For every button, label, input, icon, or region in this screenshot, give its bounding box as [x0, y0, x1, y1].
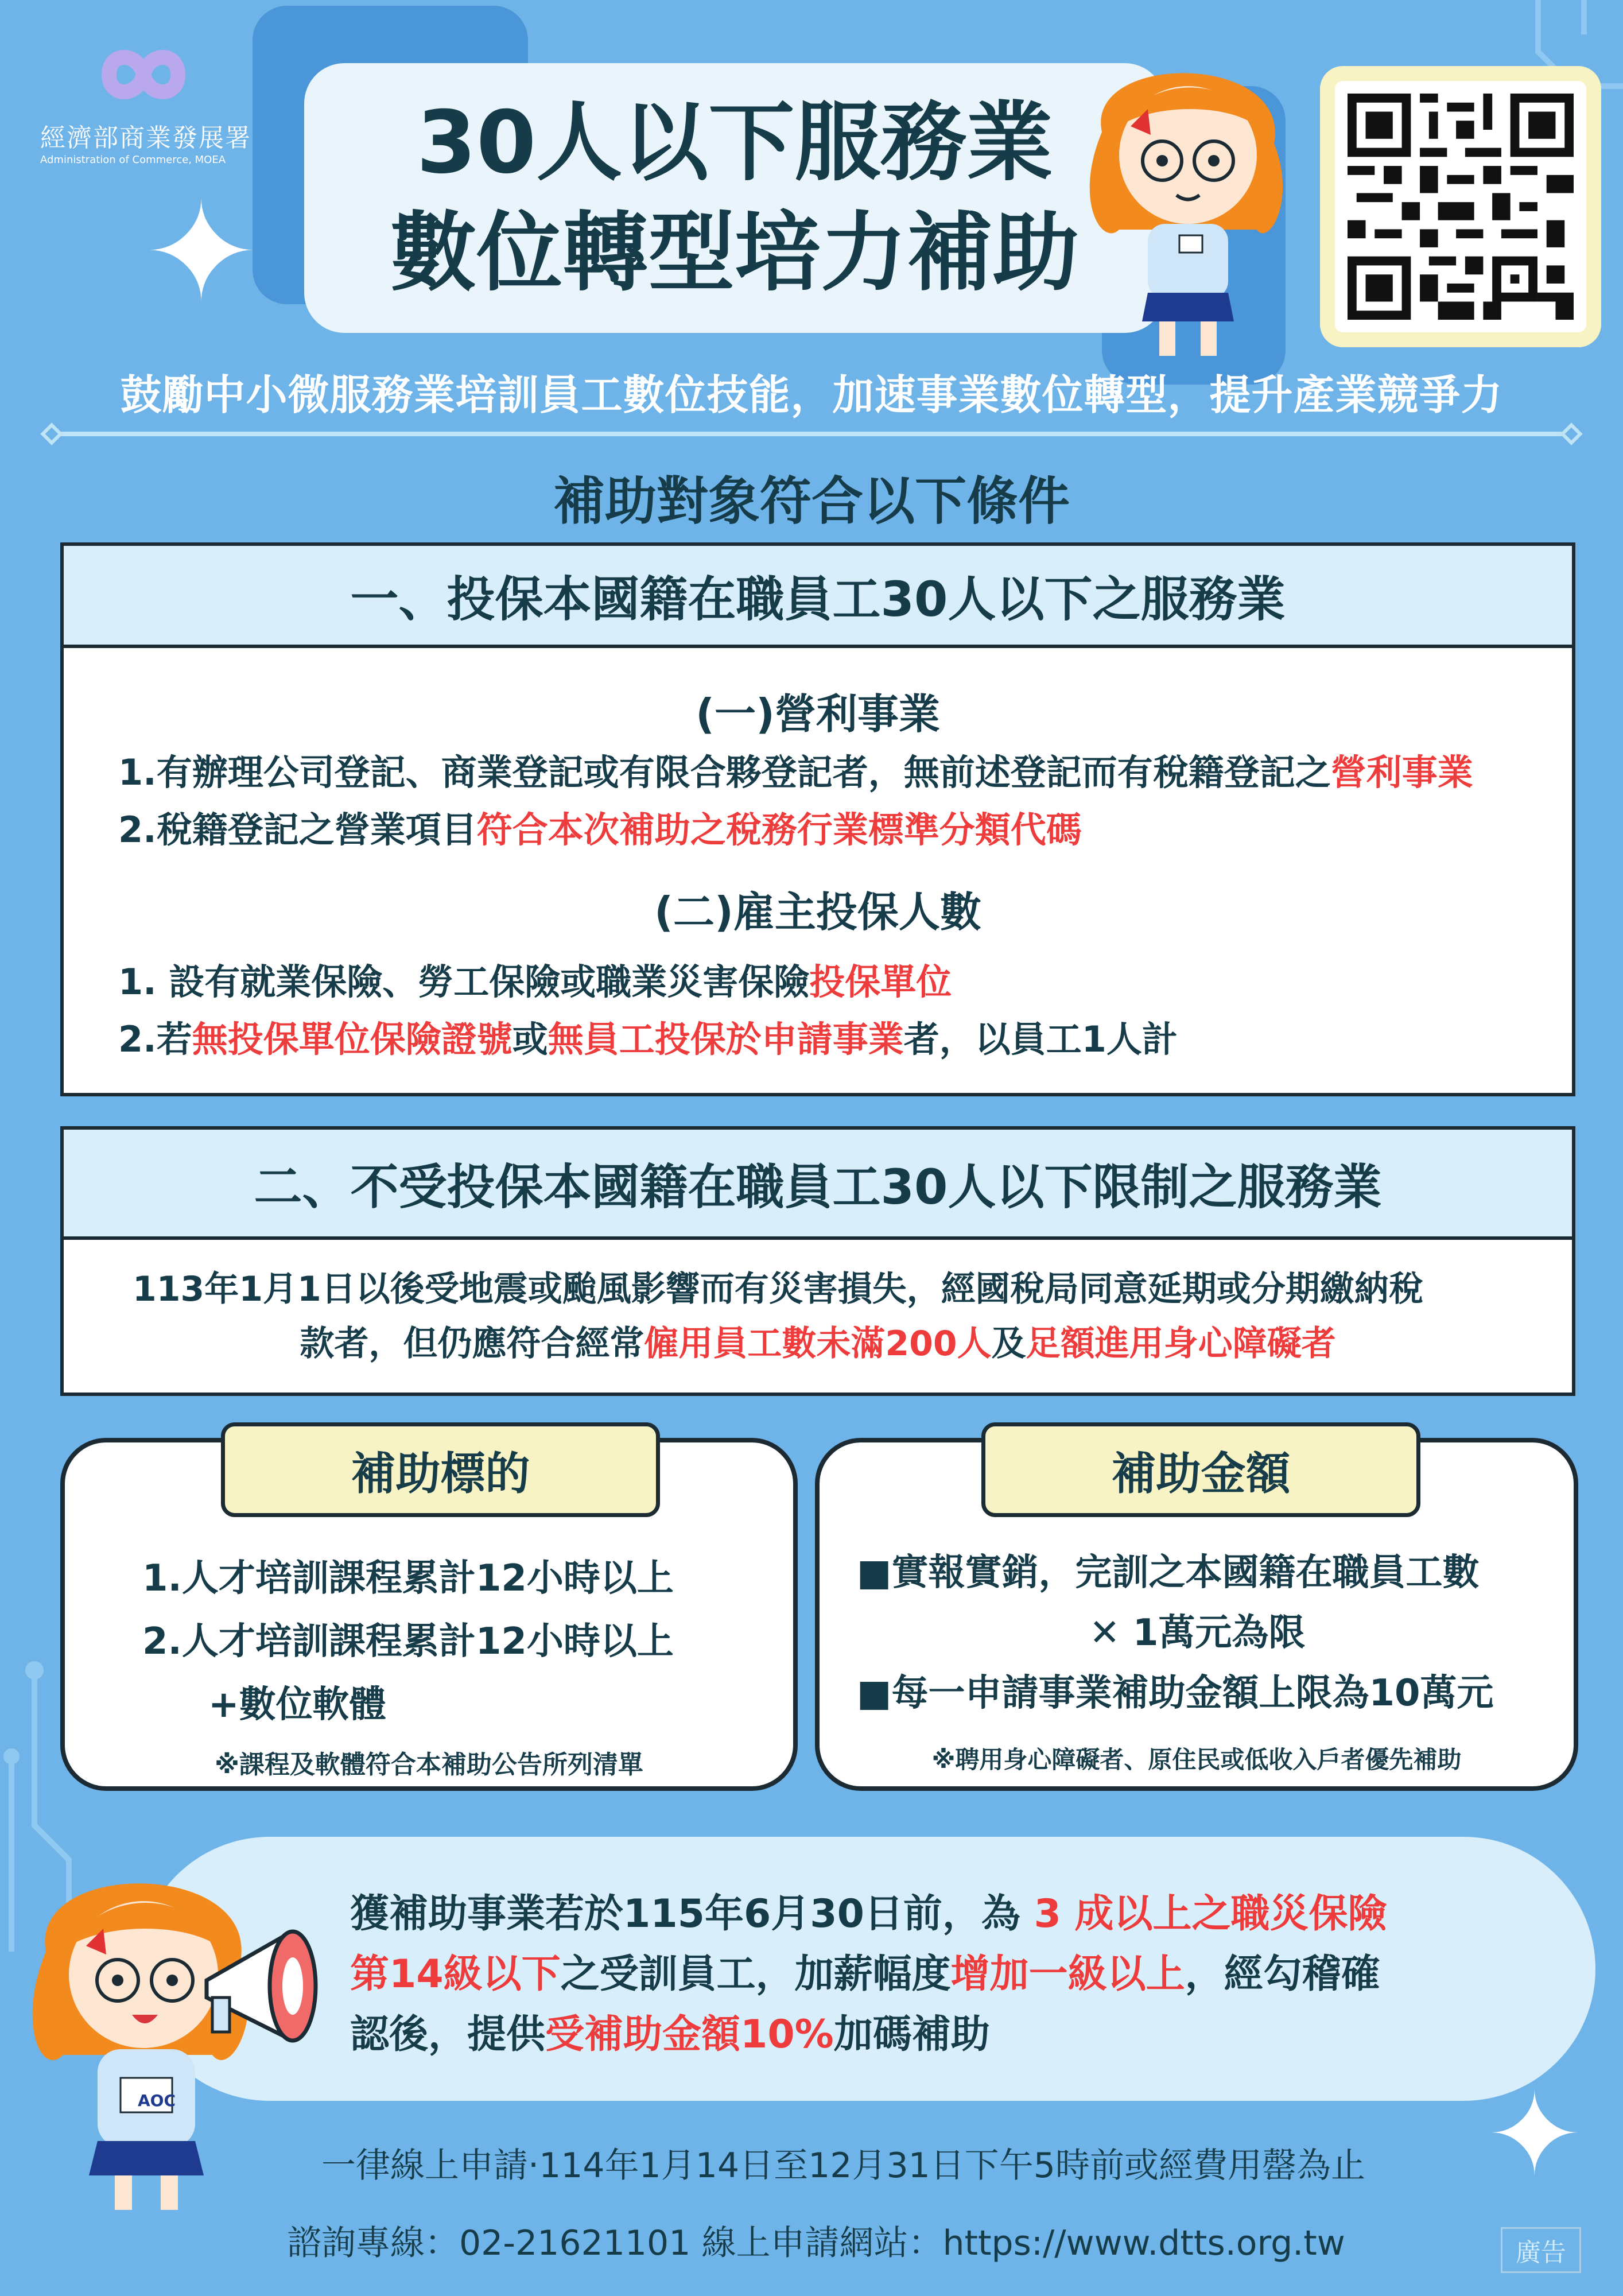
mascot-girl [1062, 40, 1314, 362]
section-2-title: 二、不受投保本國籍在職員工30人以下限制之服務業 [64, 1130, 1572, 1240]
subtitle-divider [52, 432, 1578, 436]
bonus-line-1: 獲補助事業若於115年6月30日前，為 3 成以上之職災保險 [350, 1891, 1387, 1937]
part-2-title: (二)雇主投保人數 [654, 888, 981, 936]
section-2 [60, 1126, 1575, 1396]
apply-period: 一律線上申請‧114年1月14日至12月31日下午5時前或經費用罄為止 [321, 2146, 1365, 2186]
sparkle-icon: ✦ [143, 172, 259, 333]
logo [40, 34, 258, 178]
part-1-item-2: 2.稅籍登記之營業項目符合本次補助之稅務行業標準分類代碼 [118, 809, 1082, 851]
divider-diamond [1560, 422, 1583, 445]
part-2-item-2: 2.若無投保單位保險證號或無員工投保於申請事業者，以員工1人計 [118, 1018, 1178, 1060]
divider-diamond [40, 422, 63, 445]
contact-line[interactable]: 諮詢專線：02-21621101 線上申請網站：https://www.dtts.org.tw [287, 2223, 1345, 2263]
subsidy-amount-tab: 補助金額 [981, 1422, 1420, 1517]
part-2-item-1: 1. 設有就業保險、勞工保險或職業災害保險投保單位 [118, 961, 952, 1003]
part-1-item-1: 1.有辦理公司登記、商業登記或有限合夥登記者，無前述登記而有稅籍登記之營利事業 [118, 751, 1473, 793]
amount-line-3: ■每一申請事業補助金額上限為10萬元 [857, 1672, 1494, 1715]
amount-line-1: ■實報實銷，完訓之本國籍在職員工數 [857, 1552, 1480, 1594]
qr-code[interactable] [1348, 94, 1574, 320]
mascot-badge: AOC [138, 2091, 176, 2110]
amount-line-2: ✕ 1萬元為限 [1089, 1612, 1306, 1654]
subsidy-target-tab: 補助標的 [221, 1422, 660, 1517]
subtitle: 鼓勵中小微服務業培訓員工數位技能，加速事業數位轉型，提升產業競爭力 [120, 371, 1503, 419]
bonus-line-2: 第14級以下之受訓員工，加薪幅度增加一級以上，經勾稽確 [350, 1952, 1380, 1997]
section-2-line-1: 113年1月1日以後受地震或颱風影響而有災害損失，經國稅局同意延期或分期繳納稅 [133, 1269, 1423, 1309]
amount-note: ※聘用身心障礙者、原住民或低收入戶者優先補助 [931, 1746, 1462, 1774]
target-item-2: 2.人才培訓課程累計12小時以上 [142, 1620, 674, 1663]
ad-tag: 廣告 [1501, 2227, 1581, 2273]
eligibility-heading: 補助對象符合以下條件 [553, 471, 1070, 532]
title-box [304, 63, 1165, 333]
target-item-2-cont: +數位軟體 [208, 1684, 386, 1726]
logo-icon [75, 34, 212, 115]
logo-subtitle: Administration of Commerce, MOEA [40, 154, 226, 166]
part-1-title: (一)營利事業 [696, 690, 940, 738]
target-note: ※課程及軟體符合本補助公告所列清單 [215, 1750, 643, 1779]
qr-frame [1320, 66, 1601, 347]
section-1 [60, 542, 1575, 1096]
target-item-1: 1.人才培訓課程累計12小時以上 [142, 1557, 674, 1600]
title-line-2: 數位轉型培力補助 [390, 203, 1079, 303]
section-2-line-2: 款者，但仍應符合經常僱用員工數未滿200人及足額進用身心障礙者 [300, 1324, 1336, 1364]
bonus-line-3: 認後，提供受補助金額10%加碼補助 [350, 2012, 990, 2057]
section-1-title: 一、投保本國籍在職員工30人以下之服務業 [64, 546, 1572, 648]
megaphone-icon [189, 1911, 339, 2061]
logo-name: 經濟部商業發展署 [40, 123, 251, 153]
sparkle-icon: ✦ [1486, 2068, 1583, 2202]
bonus-bubble [138, 1837, 1595, 2101]
title-line-1: 30人以下服務業 [416, 93, 1053, 193]
